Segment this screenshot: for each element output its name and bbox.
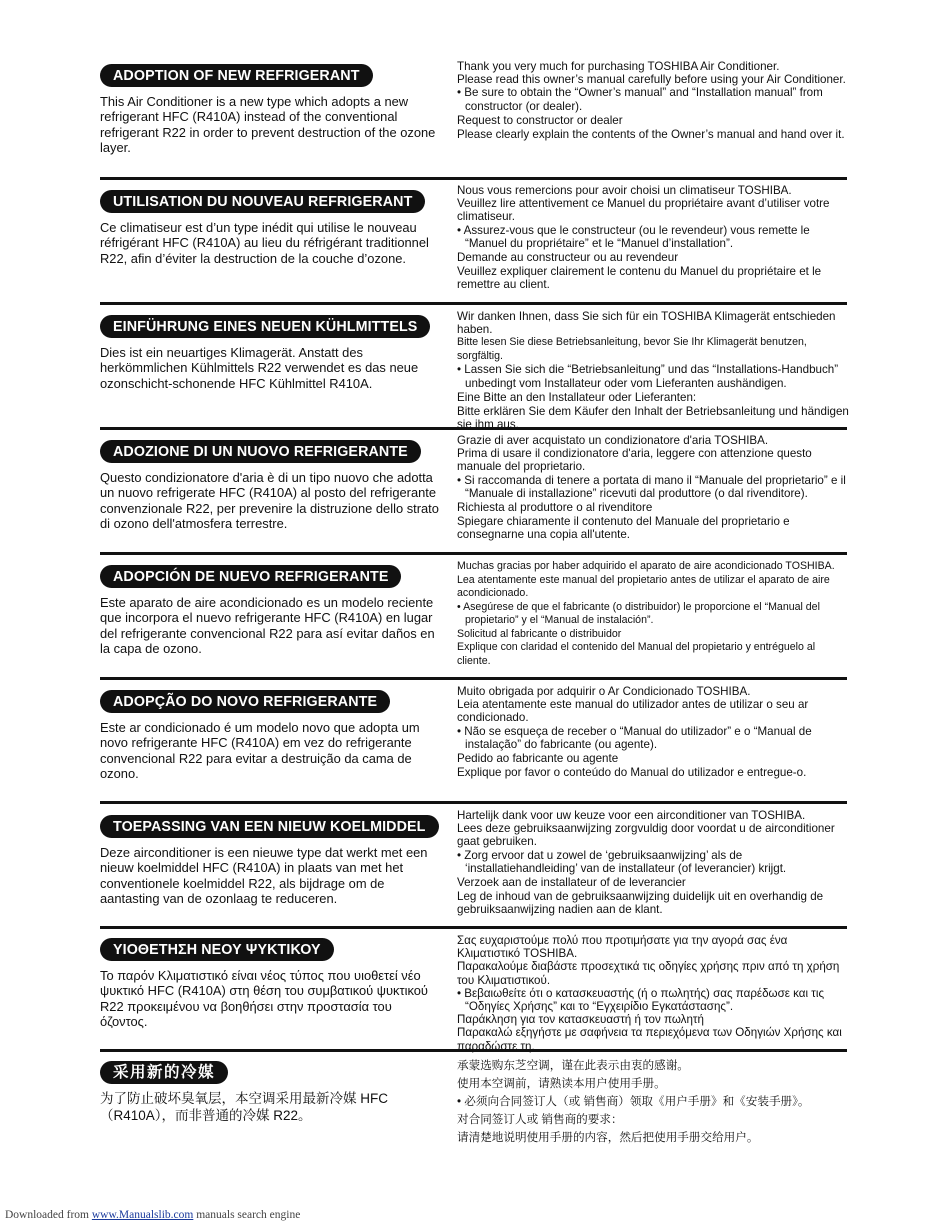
section-right-column — [457, 1057, 849, 1147]
section-intro: This Air Conditioner is a new type which adopts a new refrigerant HFC (R410A) instead of the conventional refrigerant R22 in order to prevent destruction of the ozone layer. — [100, 94, 436, 155]
section-heading: EINFÜHRUNG EINES NEUEN KÜHLMITTELS — [100, 315, 430, 338]
section-it — [100, 427, 847, 542]
request-text: Solicitud al fabricante o distribuidor — [457, 627, 622, 640]
bullet-text: • Não se esqueça de receber o “Manual do utilizador” e o “Manual de instalação” do fabricante (ou agente). — [457, 724, 812, 751]
request-text: Demande au constructeur ou au revendeur — [457, 251, 679, 265]
request-text: Richiesta al produttore o al rivenditore — [457, 501, 653, 515]
read-text: Lees deze gebruiksaanwijzing zorgvuldig door voordat u de airconditioner gaat gebruiken. — [457, 822, 835, 849]
section-heading: ADOPTION OF NEW REFRIGERANT — [100, 64, 373, 87]
request-text: Pedido ao fabricante ou agente — [457, 752, 619, 766]
request-text: Παράκληση για τον κατασκευαστή ή τον πωλητή — [457, 1013, 704, 1027]
section-fr — [100, 177, 847, 292]
section-left-column — [100, 690, 440, 781]
thanks-text: Hartelijk dank voor uw keuze voor een airconditioner van TOSHIBA. — [457, 809, 806, 822]
bullet-text: • Lassen Sie sich die “Betriebsanleitung” und das “Installations-Handbuch” unbedingt vom Installateur oder vom Lieferanten aushändigen. — [457, 363, 839, 390]
read-text: Please read this owner’s manual carefully before using your Air Conditioner. — [457, 73, 846, 87]
section-heading: ADOPCIÓN DE NUEVO REFRIGERANTE — [100, 565, 401, 588]
section-heading: 采用新的冷媒 — [100, 1061, 228, 1084]
download-footer — [5, 1209, 300, 1221]
section-heading: UTILISATION DU NOUVEAU REFRIGERANT — [100, 190, 425, 213]
section-right-column — [457, 560, 849, 668]
explain-text: Spiegare chiaramente il contenuto del Manuale del proprietario e consegnarne una copia all'utente. — [457, 515, 790, 542]
section-left-column — [100, 315, 440, 391]
section-pt — [100, 677, 847, 781]
bullet-text: • Assurez-vous que le constructeur (ou le revendeur) vous remette le “Manuel du propriétaire” et le “Manuel d’installation”. — [457, 223, 810, 250]
section-right-column — [457, 809, 849, 917]
section-left-column — [100, 938, 440, 1029]
thanks-text: Nous vous remercions pour avoir choisi un climatiseur TOSHIBA. — [457, 184, 792, 197]
read-text: Veuillez lire attentivement ce Manuel du propriétaire avant d’utiliser votre climatiseur. — [457, 197, 830, 224]
section-zh — [100, 1049, 847, 1144]
explain-text: 请清楚地说明使用手册的内容，然后把使用手册交给用户。 — [457, 1131, 759, 1144]
request-text: Verzoek aan de installateur of de leverancier — [457, 876, 686, 890]
explain-text: Leg de inhoud van de gebruiksaanwijzing duidelijk uit en overhandig de gebruiksaanwijzing nadien aan de klant. — [457, 890, 824, 917]
section-intro: Dies ist ein neuartiges Klimagerät. Anstatt des herkömmlichen Kühlmittels R22 verwendet es das neue ozonschicht-schonende HFC Kühlmittel R410A. — [100, 345, 419, 391]
section-es — [100, 552, 847, 667]
section-intro: 为了防止破坏臭氧层，本空调采用最新冷媒 HFC（R410A），而非普通的冷媒 R22。 — [100, 1091, 388, 1123]
thanks-text: Muito obrigada por adquirir o Ar Condicionado TOSHIBA. — [457, 685, 751, 698]
explain-text: Παρακαλώ εξηγήστε με σαφήνεια τα περιεχόμενα των Οδηγιών Χρήσης και παραδώστε τη. — [457, 1026, 842, 1053]
bullet-text: • Be sure to obtain the “Owner’s manual” and “Installation manual” from constructor (or dealer). — [457, 86, 823, 113]
footer-suffix: manuals search engine — [196, 1209, 301, 1221]
section-right-column — [457, 934, 849, 1053]
bullet-text: • Asegúrese de que el fabricante (o distribuidor) le proporcione el “Manual del propietario” y el “Manual de instalación”. — [457, 600, 820, 626]
section-right-column — [457, 60, 849, 141]
section-nl — [100, 801, 847, 917]
request-text: Request to constructor or dealer — [457, 113, 623, 127]
section-right-column — [457, 685, 849, 779]
thanks-text: Thank you very much for purchasing TOSHIBA Air Conditioner. — [457, 60, 780, 73]
read-text: Prima di usare il condizionatore d'aria, leggere con attenzione questo manuale del proprietario. — [457, 447, 812, 474]
section-intro: Deze airconditioner is een nieuwe type dat werkt met een nieuw koelmiddel HFC (R410A) in plaats van met het conventionele koelmiddel R22, als bijdrage om de aantasting van de ozonlaag te reduceren. — [100, 845, 428, 906]
section-heading: ADOPÇÃO DO NOVO REFRIGERANTE — [100, 690, 390, 713]
section-de — [100, 302, 849, 432]
section-left-column — [100, 64, 440, 155]
explain-text: Please clearly explain the contents of the Owner’s manual and hand over it. — [457, 128, 845, 142]
request-text: 对合同签订人或 销售商的要求： — [457, 1113, 623, 1126]
read-text: Bitte lesen Sie diese Betriebsanleitung, bevor Sie Ihr Klimagerät benutzen, sorgfältig. — [457, 336, 807, 362]
explain-text: Explique por favor o conteúdo do Manual do utilizador e entregue-o. — [457, 766, 807, 780]
manualslib-link[interactable]: www.Manualslib.com — [91, 1209, 194, 1221]
explain-text: Bitte erklären Sie dem Käufer den Inhalt der Betriebsanleitung und händigen sie ihm aus. — [457, 405, 849, 432]
section-left-column — [100, 190, 440, 266]
thanks-text: Muchas gracias por haber adquirido el aparato de aire acondicionado TOSHIBA. — [457, 560, 835, 572]
section-left-column — [100, 565, 440, 656]
section-left-column — [100, 1061, 440, 1124]
section-intro: Το παρόν Κλιματιστικό είναι νέος τύπος που υιοθετεί νέο ψυκτικό HFC (R410A) στη θέση του συμβατικού ψυκτικού R22 προκειμένου να βοηθήσει στην προστασία του όζοντος. — [100, 968, 428, 1029]
section-intro: Este aparato de aire acondicionado es un modelo reciente que incorpora el nuevo refrigerante HFC (R410A) en lugar del refrigerante convencional R22 para así evitar daños en la capa de ozono. — [100, 595, 435, 656]
thanks-text: 承蒙选购东芝空调，谨在此表示由衷的感谢。 — [457, 1059, 689, 1072]
bullet-text: • Βεβαιωθείτε ότι ο κατασκευαστής (ή ο πωλητής) σας παρέδωσε και τις “Οδηγίες Χρήσης” και το “Εγχειρίδιο Εγκατάστασης”. — [457, 986, 825, 1014]
section-left-column — [100, 440, 440, 531]
section-left-column — [100, 815, 440, 906]
thanks-text: Σας ευχαριστούμε πολύ που προτιμήσατε για την αγορά σας ένα Κλιματιστικό TOSHIBA. — [457, 934, 788, 961]
thanks-text: Wir danken Ihnen, dass Sie sich für ein TOSHIBA Klimagerät entschieden haben. — [457, 310, 836, 337]
request-text: Eine Bitte an den Installateur oder Lieferanten: — [457, 390, 697, 404]
footer-prefix: Downloaded from — [5, 1209, 89, 1221]
explain-text: Veuillez expliquer clairement le contenu du Manuel du propriétaire et le remettre au client. — [457, 265, 822, 292]
section-heading: ADOZIONE DI UN NUOVO REFRIGERANTE — [100, 440, 421, 463]
section-intro: Ce climatiseur est d’un type inédit qui utilise le nouveau réfrigérant HFC (R410A) au lieu du réfrigérant traditionnel R22, afin d’éviter la destruction de la couche d’ozone. — [100, 220, 429, 266]
section-intro: Este ar condicionado é um modelo novo que adopta um novo refrigerante HFC (R410A) em vez do refrigerante convencional R22 para evitar a destruição da cama de ozono. — [100, 720, 420, 781]
thanks-text: Grazie di aver acquistato un condizionatore d'aria TOSHIBA. — [457, 434, 769, 447]
section-heading: ΥΙΟΘΕΤΗΣΗ ΝΕΟΥ ΨΥΚΤΙΚΟΥ — [100, 938, 334, 961]
section-intro: Questo condizionatore d'aria è di un tipo nuovo che adotta un nuovo refrigerate HFC (R410A) al posto del refrigerante convenzionale R22, per prevenire la distruzione dello strato di ozono dell'atmosfera terrestre. — [100, 470, 439, 531]
bullet-text: • Si raccomanda di tenere a portata di mano il “Manuale del proprietario” e il “Manuale di installazione” ricevuti dal produttore (o dal rivenditore). — [457, 473, 846, 500]
read-text: 使用本空调前，请熟读本用户使用手册。 — [457, 1077, 666, 1090]
bullet-text: • Zorg ervoor dat u zowel de ‘gebruiksaanwijzing’ als de ‘installatiehandleiding’ van de installateur (of leverancier) krijgt. — [457, 848, 787, 875]
bullet-text: • 必须向合同签订人（或 销售商）领取《用户手册》和《安装手册》。 — [457, 1095, 810, 1108]
explain-text: Explique con claridad el contenido del Manual del propietario y entréguelo al cliente. — [457, 641, 816, 667]
section-el — [100, 926, 847, 1053]
read-text: Leia atentamente este manual do utilizador antes de utilizar o seu ar condicionado. — [457, 698, 809, 725]
section-right-column — [457, 310, 849, 431]
section-heading: TOEPASSING VAN EEN NIEUW KOELMIDDEL — [100, 815, 439, 838]
section-right-column — [457, 184, 849, 292]
section-right-column — [457, 434, 849, 542]
read-text: Lea atentamente este manual del propietario antes de utilizar el aparato de aire acondicionado. — [457, 573, 830, 599]
read-text: Παρακαλούμε διαβάστε προσεχτικά τις οδηγίες χρήσης πριν από τη χρήση του Κλιματιστικού. — [457, 960, 840, 987]
